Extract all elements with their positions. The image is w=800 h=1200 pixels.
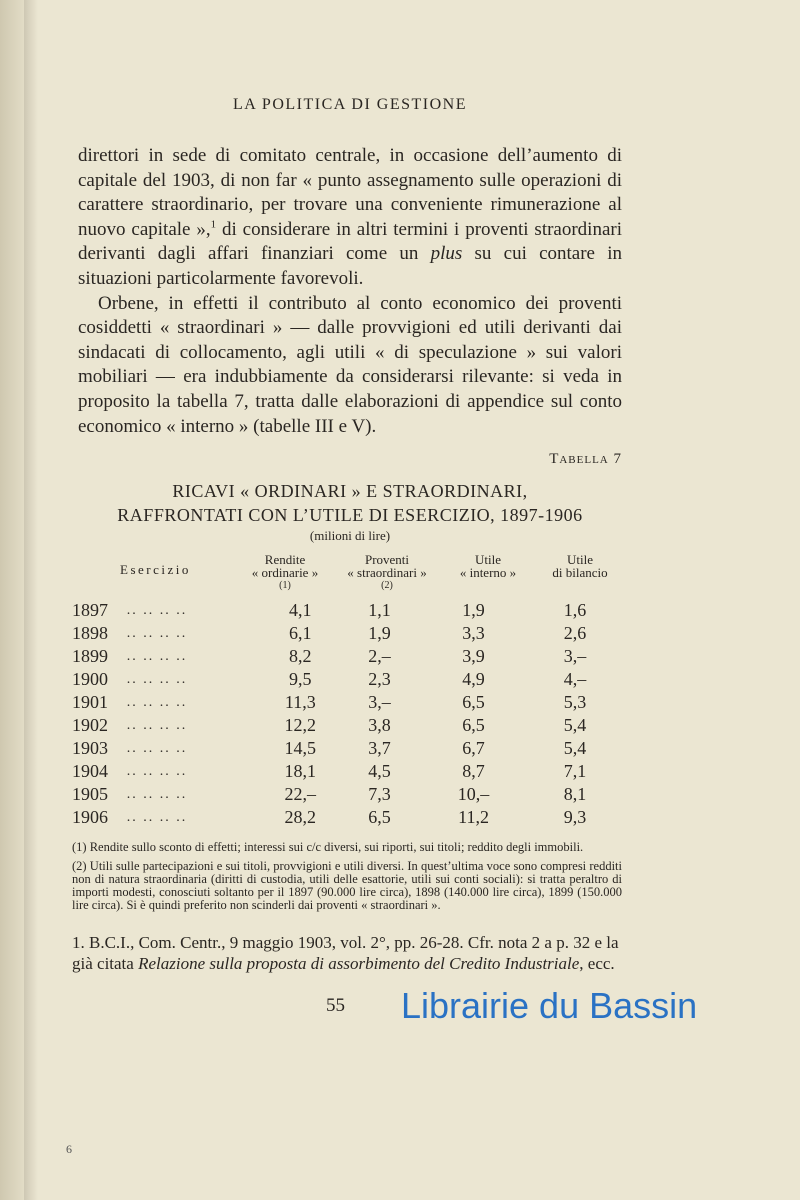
value-cell: 1,1	[368, 600, 391, 621]
value-cell: 3,–	[563, 646, 587, 667]
h: (2)	[381, 580, 393, 592]
paragraph-1	[78, 144, 622, 292]
table-row	[72, 645, 622, 668]
column-header-utile-bilancio	[535, 553, 625, 579]
table-row	[72, 668, 622, 691]
value-cell: 9,5	[289, 669, 312, 690]
value-cell: 2,–	[368, 646, 391, 667]
value-cell: 5,4	[563, 715, 587, 736]
table-note-1: (1) Rendite sullo sconto di effetti; interessi sui c/c diversi, sui riporti, sui titoli; reddito degli immobili.	[72, 840, 584, 855]
value-cell: 28,2	[284, 807, 317, 828]
value-cell: 3,7	[368, 738, 391, 759]
table-row	[72, 760, 622, 783]
year-cell: 1904	[72, 761, 108, 782]
table-row	[72, 622, 622, 645]
value-cell: 4,9	[462, 669, 485, 690]
value-cell: 8,2	[289, 646, 312, 667]
footnote-number: 1.	[72, 933, 85, 953]
leader-dots: .. .. .. ..	[126, 718, 188, 734]
h: « straordinari »	[347, 565, 427, 581]
table-row	[72, 714, 622, 737]
value-cell: 7,3	[368, 784, 391, 805]
h: « interno »	[459, 565, 517, 581]
h: Utile	[567, 552, 593, 568]
h: (1)	[279, 580, 291, 592]
year-cell: 1899	[72, 646, 108, 667]
paragraph-text: Orbene, in effetti il contributo al conto economico dei proventi cosiddetti « straordinari » — dalle provvigioni ed utili derivanti dai sindacati di collocamento, agli utili « di speculazione » sui valori mobiliari — era indubbiamente da considerarsi rilevante: si veda in proposito la tabella 7, tratta dalle elaborazioni di appendice sul conto economico « interno » (tabelle III e V).	[78, 292, 622, 437]
h: « ordinarie »	[251, 565, 319, 581]
leader-dots: .. .. .. ..	[126, 626, 188, 642]
value-cell: 8,1	[563, 784, 587, 805]
value-cell: 4,–	[563, 669, 587, 690]
column-header-proventi	[332, 553, 442, 592]
year-cell: 1901	[72, 692, 108, 713]
footnote	[72, 932, 622, 974]
value-cell: 6,1	[289, 623, 312, 644]
table-label: Tabella 7	[549, 451, 622, 468]
value-cell: 11,2	[458, 807, 489, 828]
value-cell: 4,5	[368, 761, 391, 782]
value-cell: 22,–	[284, 784, 317, 805]
value-cell: 18,1	[284, 761, 317, 782]
h: di bilancio	[552, 565, 608, 581]
facing-page-edge	[0, 0, 24, 1200]
year-cell: 1903	[72, 738, 108, 759]
column-header-utile-interno	[448, 553, 528, 579]
value-cell: 3,8	[368, 715, 391, 736]
page-shadow	[24, 0, 38, 1200]
value-cell: 3,–	[368, 692, 391, 713]
year-cell: 1905	[72, 784, 108, 805]
table-row	[72, 806, 622, 829]
watermark: Librairie du Bassin	[401, 985, 698, 1027]
italic-text: Relazione sulla proposta di assorbimento del Credito Industriale	[138, 954, 580, 974]
year-cell: 1906	[72, 807, 108, 828]
value-cell: 4,1	[289, 600, 312, 621]
value-cell: 2,3	[368, 669, 391, 690]
page-body	[72, 144, 698, 1028]
value-cell: 10,–	[457, 784, 490, 805]
value-cell: 2,6	[563, 623, 587, 644]
table-title-line1: RICAVI « ORDINARI » E STRAORDINARI,	[172, 481, 528, 502]
leader-dots: .. .. .. ..	[126, 787, 188, 803]
facing-page-number: 6	[66, 1142, 72, 1156]
table-header	[78, 553, 622, 599]
value-cell: 6,5	[368, 807, 391, 828]
value-cell: 6,7	[462, 738, 485, 759]
column-header-esercizio: Esercizio	[120, 562, 191, 578]
text: su cui contare in situazioni particolarmente favorevoli.	[78, 243, 622, 289]
h: Utile	[475, 552, 501, 568]
italic-text: plus	[430, 243, 463, 265]
leader-dots: .. .. .. ..	[126, 764, 188, 780]
value-cell: 14,5	[284, 738, 317, 759]
data-table	[72, 599, 622, 829]
leader-dots: .. .. .. ..	[126, 603, 188, 619]
leader-dots: .. .. .. ..	[126, 649, 188, 665]
page-number: 55	[326, 995, 345, 1017]
value-cell: 12,2	[284, 715, 317, 736]
table-row	[72, 599, 622, 622]
leader-dots: .. .. .. ..	[126, 672, 188, 688]
value-cell: 9,3	[563, 807, 587, 828]
column-header-rendite	[240, 553, 330, 592]
value-cell: 8,7	[462, 761, 485, 782]
paragraph-2	[78, 292, 622, 440]
value-cell: 3,9	[462, 646, 485, 667]
text: , ecc.	[579, 954, 615, 974]
h: Rendite	[264, 552, 306, 568]
table-note-2: (2) Utili sulle partecipazioni e sui titoli, provvigioni e utili diversi. In quest’ultima voce sono compresi redditi non di natura straordinaria (diritti di custodia, utili delle esattorie, utili sui conti sociali): si tratta peraltro di importi modesti, conosciuti soltanto per il 1897 (90.000 lire circa), 1898 (140.000 lire circa), 1899 (150.000 lire circa). Si è quindi preferito non scinderli dai proventi « straordinari ».	[72, 859, 622, 913]
value-cell: 1,9	[462, 600, 485, 621]
text: direttori in sede di comitato centrale, in occasione dell’aumento di capitale del 1903, di non far « punto assegnamento sulle operazioni di carattere straordinario, per trovare una conveniente rimunerazione al nuovo capitale »,	[78, 145, 622, 240]
value-cell: 1,9	[368, 623, 391, 644]
value-cell: 6,5	[462, 715, 485, 736]
year-cell: 1902	[72, 715, 108, 736]
table-row	[72, 783, 622, 806]
leader-dots: .. .. .. ..	[126, 695, 188, 711]
year-cell: 1897	[72, 600, 108, 621]
leader-dots: .. .. .. ..	[126, 810, 188, 826]
value-cell: 3,3	[462, 623, 485, 644]
text: di considerare in altri termini i proventi straordinari derivanti dagli affari finanziari come un	[78, 218, 622, 265]
running-head: LA POLITICA DI GESTIONE	[232, 96, 468, 113]
leader-dots: .. .. .. ..	[126, 741, 188, 757]
value-cell: 6,5	[462, 692, 485, 713]
year-cell: 1898	[72, 623, 108, 644]
table-title-line2: RAFFRONTATI CON L’UTILE DI ESERCIZIO, 1897-1906	[117, 505, 583, 526]
year-cell: 1900	[72, 669, 108, 690]
text: B.C.I., Com. Centr., 9 maggio 1903, vol. 2°, pp. 26-28. Cfr. nota 2 a p. 32 e la già citata	[72, 933, 619, 974]
page-bottom	[78, 984, 698, 1028]
value-cell: 7,1	[563, 761, 587, 782]
h: Proventi	[364, 552, 410, 568]
table-unit: (milioni di lire)	[309, 528, 391, 544]
value-cell: 11,3	[284, 692, 316, 713]
value-cell: 1,6	[563, 600, 587, 621]
note-ref: 1	[210, 218, 217, 231]
table-row	[72, 737, 622, 760]
table-row	[72, 691, 622, 714]
value-cell: 5,4	[563, 738, 587, 759]
value-cell: 5,3	[563, 692, 587, 713]
